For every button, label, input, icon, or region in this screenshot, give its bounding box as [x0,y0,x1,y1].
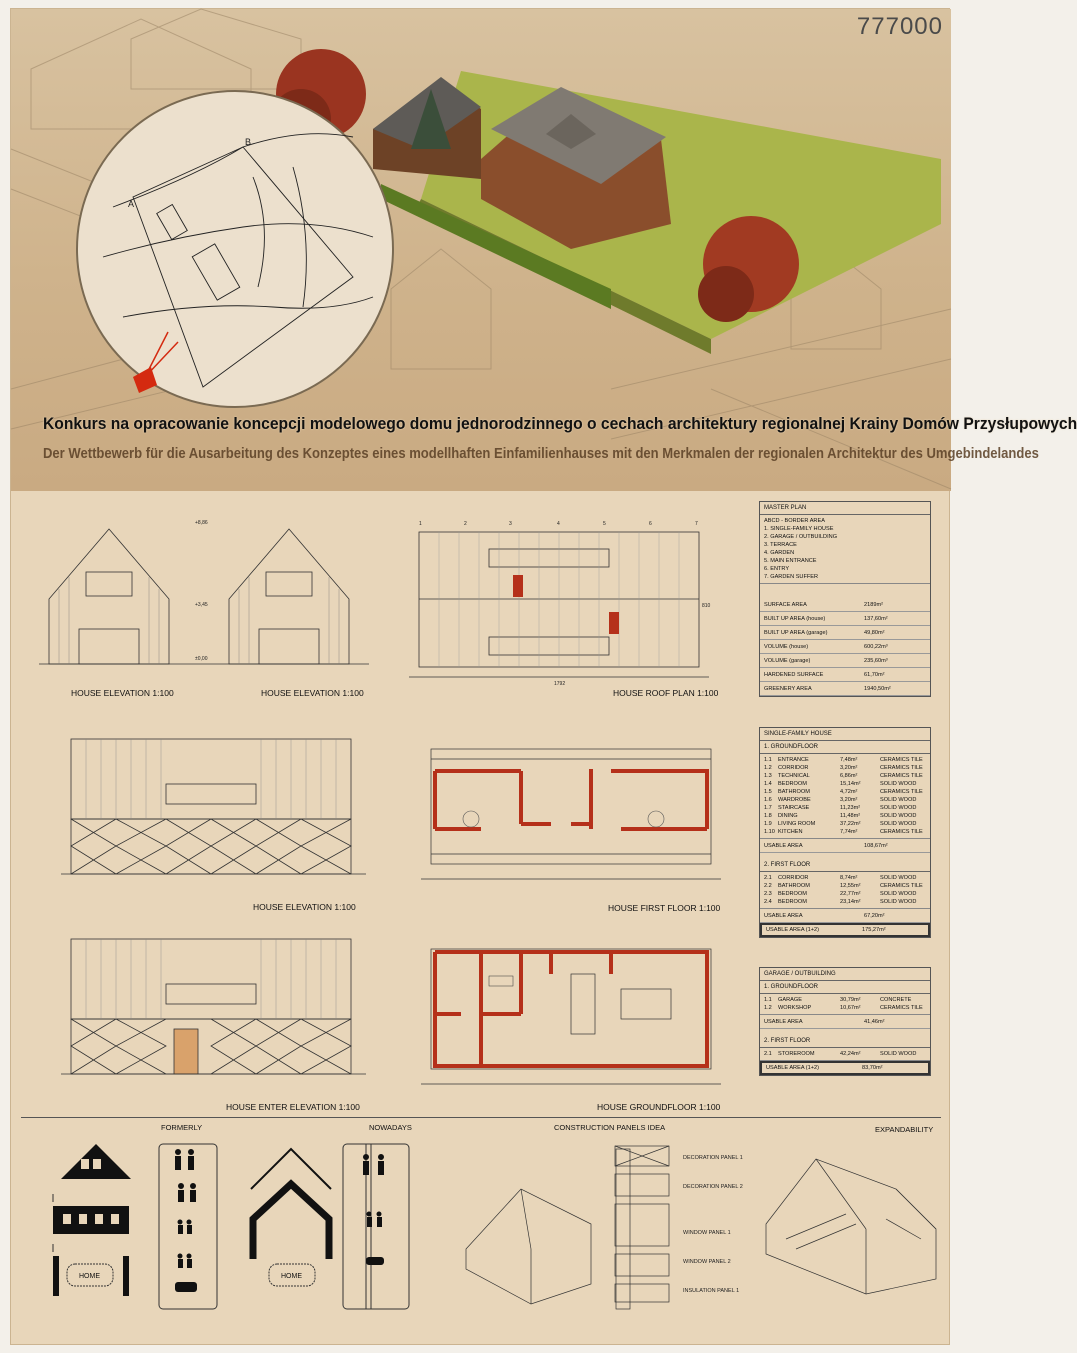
table-row: 1.9 LIVING ROOM 37,22m² SOLID WOOD [764,821,917,827]
stat-row: BUILT UP AREA (garage) 49,80m² [760,626,930,640]
label-first-floor: HOUSE FIRST FLOOR 1:100 [608,903,721,913]
title-german: Der Wettbewerb für die Ausarbeitung des Konzeptes eines modellhaften Einfamilienhauses mit den Merkmalen der regionalen Architektur des Umgebindelandes [43,446,1039,462]
master-plan-legend [760,515,930,584]
home-label-1: HOME [79,1273,100,1280]
panel-label: DECORATION PANEL 1 [683,1155,743,1161]
level-zero: ±0,00 [195,656,208,662]
garage-gf-title: 1. GROUNDFLOOR [760,981,930,994]
house-gf-table [760,754,930,839]
table-row: 1.8 DINING 11,48m² SOLID WOOD [764,813,917,819]
house-panel [759,727,931,938]
label-elev-long: HOUSE ELEVATION 1:100 [253,902,356,912]
axis-5: 5 [603,521,606,527]
axis-6: 6 [649,521,652,527]
first-floor-plan [421,729,721,889]
table-row: 1.5 BATHROOM 4,72m² CERAMICS TILE [764,789,923,795]
label-panels-idea: CONSTRUCTION PANELS IDEA [554,1123,666,1132]
panel-label: DECORATION PANEL 2 [683,1184,743,1190]
roof-plan [409,517,709,687]
legend-item: 4. GARDEN [764,550,795,556]
usable-row: USABLE AREA 108,67m² [760,839,930,853]
garage-ff-table [760,1048,930,1061]
total-row: USABLE AREA (1+2) 83,70m² [760,1061,930,1075]
stat-row: GREENERY AREA 1940,50m² [760,682,930,696]
formerly-nowadays-diagram [41,1134,371,1314]
level-top: +8,86 [195,520,208,526]
house-ff-table [760,872,930,909]
axis-7: 7 [695,521,698,527]
table-row: 2.2 BATHROOM 12,55m² CERAMICS TILE [764,883,923,889]
site-axis-b: B [245,137,252,147]
legend-item: 5. MAIN ENTRANCE [764,558,817,564]
label-formerly: FORMERLY [161,1123,203,1132]
dim-roof-width: 1792 [554,681,566,687]
table-row: 2.4 BEDROOM 23,14m² SOLID WOOD [764,899,917,905]
legend-item: ABCD - BORDER AREA [764,518,825,524]
table-row: 2.3 BEDROOM 22,77m² SOLID WOOD [764,891,917,897]
garage-panel [759,967,931,1076]
panel-label: WINDOW PANEL 1 [683,1230,731,1236]
label-roof-plan: HOUSE ROOF PLAN 1:100 [613,688,719,698]
table-row: 2.1 CORRIDOR 8,74m² SOLID WOOD [764,875,917,881]
gable-elevations [39,514,379,684]
usable-row: USABLE AREA 41,46m² [760,1015,930,1029]
label-elev1: HOUSE ELEVATION 1:100 [71,688,174,698]
table-row: 1.2 CORRIDOR 3,20m² CERAMICS TILE [764,765,923,771]
table-row: 1.3 TECHNICAL 6,86m² CERAMICS TILE [764,773,923,779]
usable-row: USABLE AREA 67,20m² [760,909,930,923]
garage-title: GARAGE / OUTBUILDING [760,968,930,981]
groundfloor-plan [421,934,721,1094]
axis-3: 3 [509,521,512,527]
house-title: SINGLE-FAMILY HOUSE [760,728,930,741]
legend-item: 7. GARDEN SUFFER [764,574,819,580]
panels-axonometric [461,1139,631,1314]
panel-label: INSULATION PANEL 1 [683,1288,740,1294]
stat-row: SURFACE AREA 2189m² [760,598,930,612]
expandability-axonometric [756,1139,946,1304]
axis-4: 4 [557,521,560,527]
stat-row: HARDENED SURFACE 61,70m² [760,668,930,682]
legend-item: 3. TERRACE [764,542,797,548]
stat-row: VOLUME (garage) 235,60m³ [760,654,930,668]
axis-2: 2 [464,521,467,527]
divider [21,1117,941,1118]
stat-row: VOLUME (house) 600,22m³ [760,640,930,654]
table-row: 1.4 BEDROOM 15,14m² SOLID WOOD [764,781,917,787]
label-groundfloor: HOUSE GROUNDFLOOR 1:100 [597,1102,721,1112]
label-enter-elevation: HOUSE ENTER ELEVATION 1:100 [226,1102,360,1112]
table-row: 2.1 STOREROOM 42,24m² SOLID WOOD [764,1051,917,1057]
poster-sheet [10,8,1077,1345]
legend-item: 1. SINGLE-FAMILY HOUSE [764,526,834,532]
garage-gf-table [760,994,930,1015]
table-row: 1.10 KITCHEN 7,74m² CERAMICS TILE [764,829,923,835]
level-mid: +3,45 [195,602,208,608]
hero-rendering [11,9,1077,491]
legend-item: 6. ENTRY [764,566,790,572]
label-nowadays: NOWADAYS [369,1123,412,1132]
label-expandability: EXPANDABILITY [875,1125,934,1134]
table-row: 1.1 GARAGE 30,79m² CONCRETE [764,997,912,1003]
total-row: USABLE AREA (1+2) 175,27m² [760,923,930,937]
nowadays-family [341,1139,416,1314]
axis-1: 1 [419,521,422,527]
title-polish: Konkurs na opracowanie koncepcji modelowego domu jednorodzinnego o cechach architektury regionalnej Krainy Domów Przysłupowych [43,414,1077,433]
garage-ff-title: 2. FIRST FLOOR [760,1035,930,1048]
table-row: 1.7 STAIRCASE 11,23m² SOLID WOOD [764,805,917,811]
stat-row: BUILT UP AREA (house) 137,60m² [760,612,930,626]
legend-item: 2. GARAGE / OUTBUILDING [764,534,838,540]
site-axis-a: A [128,199,135,209]
table-row: 1.1 ENTRANCE 7,48m² CERAMICS TILE [764,757,923,763]
long-elevation [61,724,381,884]
master-plan-title: MASTER PLAN [760,502,930,515]
panels-stack [613,1144,673,1314]
site-plan-circle [73,87,403,417]
panel-label: WINDOW PANEL 2 [683,1259,731,1265]
enter-elevation [61,924,381,1084]
house-ff-title: 2. FIRST FLOOR [760,859,930,872]
entry-code: 777000 [856,13,943,40]
table-row: 1.6 WARDROBE 3,20m² SOLID WOOD [764,797,917,803]
house-gf-title: 1. GROUNDFLOOR [760,741,930,754]
table-row: 1.2 WORKSHOP 10,67m² CERAMICS TILE [764,1005,923,1011]
master-plan-panel [759,501,931,697]
label-elev2: HOUSE ELEVATION 1:100 [261,688,364,698]
dim-depth: 810 [702,603,711,609]
home-label-2: HOME [281,1273,302,1280]
